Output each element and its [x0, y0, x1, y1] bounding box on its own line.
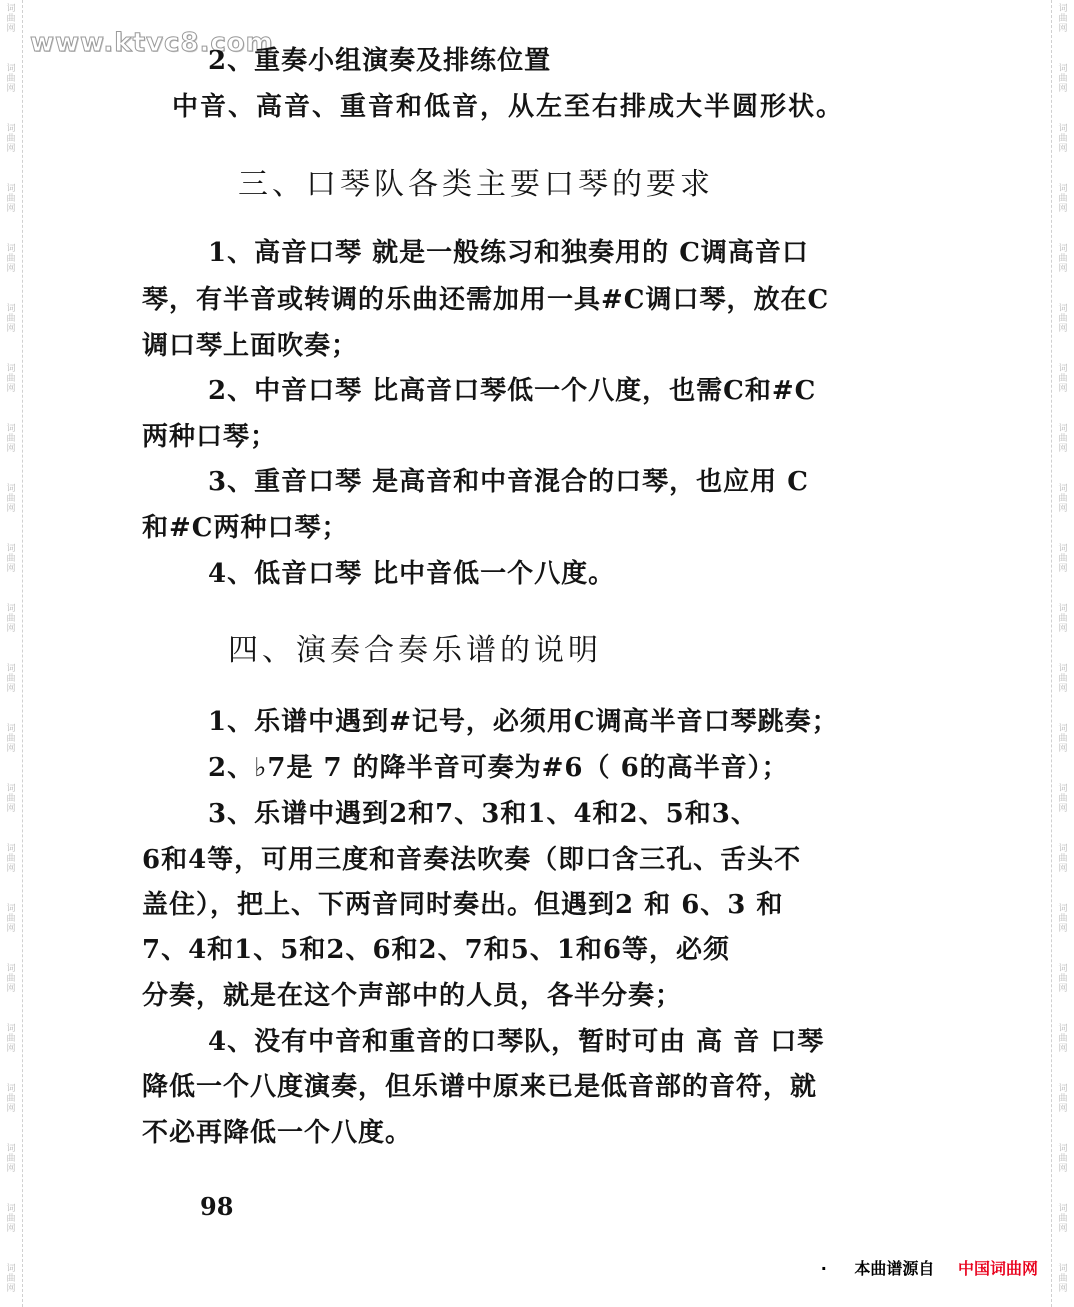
section4-line-4: 6和4等，可用三度和音奏法吹奏（即口含三孔、舌头不: [142, 845, 802, 875]
page-number: 98: [200, 1192, 234, 1221]
section4-line-3: 3、乐谱中遇到2和7、3和1、4和2、5和3、: [208, 799, 758, 829]
side-watermark-mark: 词 曲 网: [6, 844, 16, 874]
side-watermark-mark: 词 曲 网: [1058, 784, 1068, 814]
side-watermark-mark: 词 曲 网: [1058, 1264, 1068, 1294]
section3-line-7: 和#C两种口琴；: [142, 513, 349, 543]
side-watermark-mark: 词 曲 网: [1058, 964, 1068, 994]
side-watermark-mark: 词 曲 网: [6, 664, 16, 694]
side-watermark-mark: 词 曲 网: [1058, 904, 1068, 934]
side-watermark-mark: 词 曲 网: [1058, 184, 1068, 214]
section3-line-4: 2、中音口琴 比高音口琴低一个八度，也需C和#C: [208, 376, 817, 406]
side-watermark-mark: 词 曲 网: [6, 544, 16, 574]
side-watermark-mark: 词 曲 网: [6, 724, 16, 754]
source-label: 本曲谱源自: [854, 1259, 935, 1278]
side-watermark-mark: 词 曲 网: [6, 184, 16, 214]
section2-item-title: 2、重奏小组演奏及排练位置: [208, 46, 552, 76]
side-watermark-mark: 词 曲 网: [1058, 364, 1068, 394]
side-watermark-mark: 词 曲 网: [6, 424, 16, 454]
side-watermark-mark: 词 曲 网: [6, 1024, 16, 1054]
side-watermark-mark: 词 曲 网: [6, 964, 16, 994]
side-watermark-mark: 词 曲 网: [1058, 724, 1068, 754]
section3-line-3: 调口琴上面吹奏；: [142, 331, 359, 361]
side-watermark-mark: 词 曲 网: [6, 604, 16, 634]
section3-line-2: 琴，有半音或转调的乐曲还需加用一具#C调口琴，放在C: [142, 285, 830, 315]
side-watermark-mark: 词 曲 网: [6, 784, 16, 814]
side-watermark-mark: 词 曲 网: [1058, 124, 1068, 154]
source-note: [821, 1256, 1038, 1279]
section4-heading: 四、演奏合奏乐谱的说明: [228, 633, 602, 668]
side-watermark-mark: 词 曲 网: [6, 1144, 16, 1174]
section3-line-5: 两种口琴；: [142, 422, 278, 452]
section4-line-10: 不必再降低一个八度。: [142, 1118, 413, 1148]
side-watermark-mark: 词 曲 网: [1058, 1024, 1068, 1054]
side-watermark-mark: 词 曲 网: [6, 904, 16, 934]
side-watermark-mark: 词 曲 网: [1058, 244, 1068, 274]
side-watermark-mark: 词 曲 网: [1058, 1204, 1068, 1234]
section4-line-8: 4、没有中音和重音的口琴队，暂时可由 高 音 口琴: [208, 1027, 825, 1057]
side-watermark-mark: 词 曲 网: [6, 244, 16, 274]
side-watermark-mark: 词 曲 网: [1058, 424, 1068, 454]
side-watermark-mark: 词 曲 网: [6, 1264, 16, 1294]
section4-line-2: 2、♭7是 7 的降半音可奏为#6（ 6的高半音）；: [208, 753, 789, 783]
left-watermark-strip: [0, 0, 23, 1307]
section2-item-body: 中音、高音、重音和低音，从左至右排成大半圆形状。: [172, 92, 845, 122]
side-watermark-mark: 词 曲 网: [1058, 484, 1068, 514]
side-watermark-mark: 词 曲 网: [6, 1084, 16, 1114]
section4-line-6: 7、4和1、5和2、6和2、7和5、1和6等，必须: [142, 935, 730, 965]
section3-line-1: 1、高音口琴 就是一般练习和独奏用的 C调高音口: [208, 238, 809, 268]
side-watermark-mark: 词 曲 网: [6, 1204, 16, 1234]
section3-line-8: 4、低音口琴 比中音低一个八度。: [208, 559, 616, 589]
section3-heading: 三、口琴队各类主要口琴的要求: [238, 167, 714, 202]
side-watermark-mark: 词 曲 网: [6, 124, 16, 154]
side-watermark-mark: 词 曲 网: [6, 484, 16, 514]
side-watermark-mark: 词 曲 网: [1058, 664, 1068, 694]
side-watermark-mark: 词 曲 网: [1058, 844, 1068, 874]
section4-line-1: 1、乐谱中遇到#记号，必须用C调高半音口琴跳奏；: [208, 707, 839, 737]
section3-line-6: 3、重音口琴 是高音和中音混合的口琴，也应用 C: [208, 467, 809, 497]
side-watermark-mark: 词 曲 网: [1058, 4, 1068, 34]
side-watermark-mark: 词 曲 网: [1058, 64, 1068, 94]
bullet-dot: ·: [820, 1259, 827, 1278]
right-watermark-strip: [1051, 0, 1074, 1307]
side-watermark-mark: 词 曲 网: [6, 364, 16, 394]
side-watermark-mark: 词 曲 网: [6, 304, 16, 334]
side-watermark-mark: 词 曲 网: [1058, 1084, 1068, 1114]
section4-line-5: 盖住），把上、下两音同时奏出。但遇到2 和 6、3 和: [142, 890, 784, 920]
side-watermark-mark: 词 曲 网: [1058, 1144, 1068, 1174]
source-site-link[interactable]: 中国词曲网: [957, 1259, 1038, 1278]
side-watermark-mark: 词 曲 网: [1058, 604, 1068, 634]
side-watermark-mark: 词 曲 网: [1058, 544, 1068, 574]
section4-line-9: 降低一个八度演奏，但乐谱中原来已是低音部的音符，就: [142, 1072, 818, 1102]
site-url-watermark: www.ktvc8.com: [30, 28, 274, 58]
side-watermark-mark: 词 曲 网: [1058, 304, 1068, 334]
section4-line-7: 分奏，就是在这个声部中的人员，各半分奏；: [142, 981, 683, 1011]
side-watermark-mark: 词 曲 网: [6, 64, 16, 94]
side-watermark-mark: 词 曲 网: [6, 4, 16, 34]
